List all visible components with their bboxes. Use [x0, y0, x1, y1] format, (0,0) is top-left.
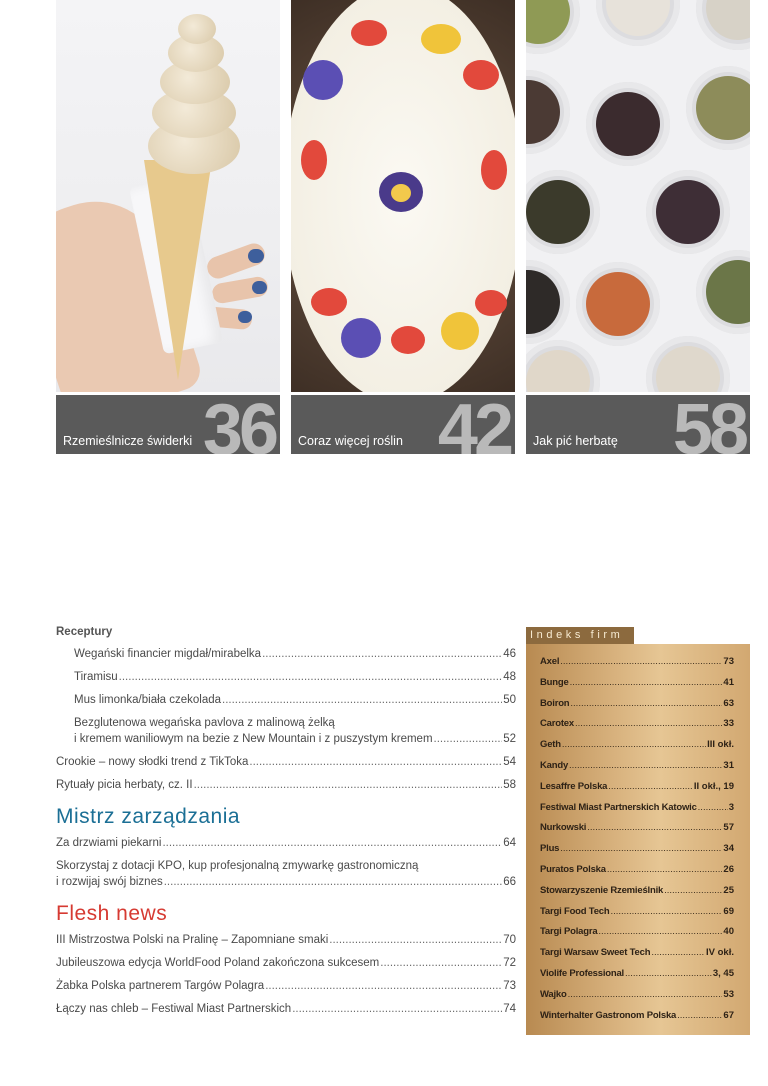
section-title-news: Flesh news — [56, 902, 168, 925]
index-row[interactable] — [540, 864, 734, 885]
toc-entry[interactable]: Za drzwiami piekarni ..... 64 — [56, 835, 516, 851]
index-row[interactable] — [540, 1010, 734, 1031]
index-company-name: Geth — [540, 739, 561, 751]
leader-dots — [608, 781, 693, 792]
index-row[interactable] — [540, 698, 734, 719]
toc-page: 50 — [503, 694, 516, 706]
leader-dots — [569, 760, 722, 771]
index-page: 33 — [723, 718, 734, 730]
index-company-name: Targi Food Tech — [540, 905, 610, 917]
tile-label: Jak pić herbatę — [533, 434, 618, 448]
index-company-name: Axel — [540, 656, 560, 667]
index-page: 26 — [723, 863, 734, 875]
index-page: 34 — [723, 843, 734, 855]
page-number: 42 — [437, 395, 510, 454]
toc-entry[interactable]: Skorzystaj z dotacji KPO, kup profesjonalną zmywarkę gastronomiczną i rozwijaj swój biznes ..... 66 — [56, 858, 516, 890]
toc-entry[interactable]: Bezglutenowa wegańska pavlova z malinową żelką i kremem waniliowym na bezie z New Mountain i z puszystym kremem ..... 52 — [56, 715, 516, 747]
index-company-name: Wajko — [540, 988, 567, 1000]
index-company-name: Nurkowski — [540, 822, 587, 834]
toc-entry[interactable]: Rytuały picia herbaty, cz. II ..... 58 — [56, 777, 516, 793]
tea-photo — [526, 0, 750, 392]
leader-dots — [562, 739, 706, 750]
company-index — [526, 644, 750, 1035]
leader-dots — [560, 843, 722, 854]
leader-dots — [568, 989, 723, 1000]
index-row[interactable] — [540, 885, 734, 906]
toc-page: 54 — [503, 756, 516, 768]
leader-dots — [698, 802, 728, 813]
index-page: 41 — [723, 676, 734, 688]
leader-dots — [570, 698, 722, 709]
section-heading-recipes: Receptury — [56, 626, 113, 638]
index-row[interactable] — [540, 677, 734, 698]
toc-page: 74 — [503, 1003, 516, 1015]
ice-cream-photo — [56, 0, 280, 392]
tile-label: Rzemieślnicze świderki — [63, 434, 193, 448]
index-company-name: Lesaffre Polska — [540, 780, 608, 792]
index-row[interactable] — [540, 968, 734, 989]
toc-page: 46 — [503, 648, 516, 660]
index-company-name: Boiron — [540, 697, 570, 709]
leader-dots — [575, 718, 722, 729]
index-page: 3 — [728, 801, 734, 813]
section-title-management: Mistrz zarządzania — [56, 805, 241, 828]
index-page: 69 — [723, 905, 734, 917]
feature-tile-tea[interactable] — [526, 0, 750, 454]
toc-entry[interactable]: Crookie – nowy słodki trend z TikToka ..... 54 — [56, 754, 516, 770]
index-page: 63 — [723, 697, 734, 709]
index-row[interactable] — [540, 718, 734, 739]
toc-page: 58 — [503, 779, 516, 791]
index-row[interactable] — [540, 739, 734, 760]
toc-page: 64 — [503, 837, 516, 849]
index-page: 31 — [723, 759, 734, 771]
toc-entry[interactable]: Tiramisu ..... 48 — [56, 669, 516, 685]
toc-page: 70 — [503, 934, 516, 946]
toc-entry[interactable]: III Mistrzostwa Polski na Pralinę – Zapomniane smaki ..... 70 — [56, 932, 516, 948]
page-number: 58 — [672, 395, 745, 454]
index-company-name: Violife Professional — [540, 967, 624, 979]
leader-dots — [664, 885, 722, 896]
toc-entry[interactable]: Wegański financier migdał/mirabelka ..... 46 — [56, 646, 516, 662]
index-company-name: Puratos Polska — [540, 863, 606, 875]
leader-dots — [607, 864, 723, 875]
index-page: 40 — [723, 926, 734, 938]
company-index-title: Indeks firm — [526, 627, 634, 644]
index-row[interactable] — [540, 926, 734, 947]
index-row[interactable] — [540, 989, 734, 1010]
index-row[interactable] — [540, 906, 734, 927]
page-number: 36 — [202, 395, 275, 454]
index-page: 53 — [723, 988, 734, 1000]
table-of-contents — [56, 626, 516, 1024]
toc-page: 52 — [503, 733, 516, 745]
index-page: III okł. — [707, 739, 734, 751]
toc-page: 66 — [503, 876, 516, 888]
leader-dots — [570, 677, 723, 688]
leader-dots — [560, 656, 722, 667]
toc-entry[interactable]: Żabka Polska partnerem Targów Polagra ..... 73 — [56, 978, 516, 994]
index-row[interactable] — [540, 947, 734, 968]
index-row[interactable] — [540, 760, 734, 781]
toc-page: 73 — [503, 980, 516, 992]
feature-tile-ice-cream[interactable] — [56, 0, 280, 454]
index-row[interactable] — [540, 822, 734, 843]
tile-caption-bar — [526, 395, 750, 454]
index-company-name: Stowarzyszenie Rzemieślnik — [540, 884, 664, 896]
leader-dots — [610, 906, 722, 917]
leader-dots — [598, 926, 722, 937]
index-company-name: Plus — [540, 843, 560, 855]
index-company-name: Carotex — [540, 718, 574, 730]
index-company-name: Bunge — [540, 676, 569, 688]
toc-entry[interactable]: Łączy nas chleb – Festiwal Miast Partnerskich ..... 74 — [56, 1001, 516, 1017]
tile-caption-bar — [56, 395, 280, 454]
index-page: 67 — [723, 1009, 734, 1021]
index-page: 73 — [723, 656, 734, 667]
index-page: 25 — [723, 884, 734, 896]
index-row[interactable] — [540, 656, 734, 677]
index-row[interactable] — [540, 781, 734, 802]
feature-tile-tart[interactable] — [291, 0, 515, 454]
index-page: 57 — [723, 822, 734, 834]
index-row[interactable] — [540, 843, 734, 864]
tart-photo — [291, 0, 515, 392]
index-page: IV okł. — [706, 947, 734, 959]
leader-dots — [651, 947, 705, 958]
index-row[interactable] — [540, 802, 734, 823]
tile-label: Coraz więcej roślin — [298, 434, 403, 448]
leader-dots — [625, 968, 712, 979]
index-company-name: Kandy — [540, 759, 569, 771]
leader-dots — [677, 1010, 722, 1021]
index-page: 3, 45 — [712, 967, 734, 979]
index-company-name: Festiwal Miast Partnerskich Katowic — [540, 801, 697, 813]
toc-entry[interactable]: Jubileuszowa edycja WorldFood Poland zakończona sukcesem ..... 72 — [56, 955, 516, 971]
tile-caption-bar — [291, 395, 515, 454]
index-company-name: Winterhalter Gastronom Polska — [540, 1009, 677, 1021]
toc-page: 48 — [503, 671, 516, 683]
toc-entry[interactable]: Mus limonka/biała czekolada ..... 50 — [56, 692, 516, 708]
index-page: II okł., 19 — [693, 780, 734, 792]
leader-dots — [587, 822, 722, 833]
index-company-name: Targi Polagra — [540, 926, 598, 938]
toc-page: 72 — [503, 957, 516, 969]
index-company-name: Targi Warsaw Sweet Tech — [540, 947, 651, 959]
